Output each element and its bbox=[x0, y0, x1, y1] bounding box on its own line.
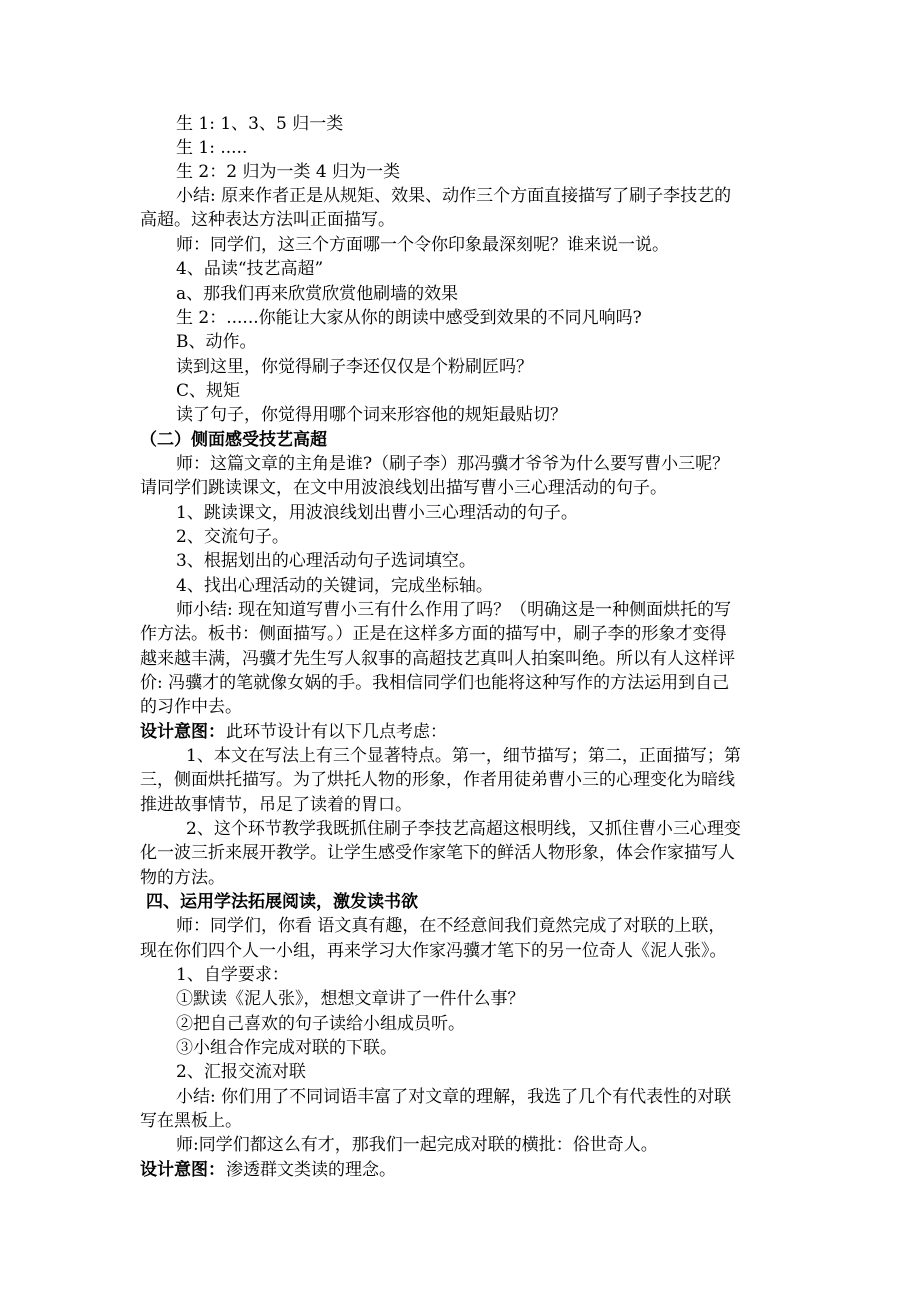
text-line: 写在黑板上。 bbox=[140, 1111, 242, 1131]
text-line: 1、本文在写法上有三个显著特点。第一，细节描写；第二，正面描写；第 bbox=[186, 746, 741, 766]
text-line: 师小结: 现在知道写曹小三有什么作用了吗？（明确这是一种侧面烘托的写 bbox=[176, 600, 732, 620]
text-line: 生 2：......你能让大家从你的朗读中感受到效果的不同凡响吗? bbox=[176, 308, 642, 328]
text-line: 4、品读“技艺高超” bbox=[176, 259, 324, 279]
text-line: 师：同学们，你看 语文真有趣，在不经意间我们竟然完成了对联的上联， bbox=[176, 916, 726, 936]
text-line: 师：这篇文章的主角是谁?（刷子李）那冯骥才爷爷为什么要写曹小三呢？ bbox=[176, 454, 730, 474]
text-line: 3、根据划出的心理活动句子选词填空。 bbox=[176, 551, 476, 571]
text-line: 越来越丰满，冯骥才先生写人叙事的高超技艺真叫人拍案叫绝。所以有人这样评 bbox=[140, 649, 735, 669]
design-intent-label: 设计意图： bbox=[140, 722, 225, 742]
text-line: 生 2：2 归为一类 4 归为一类 bbox=[176, 162, 401, 182]
text-line: 渗透群文类读的理念。 bbox=[226, 1160, 396, 1180]
section-heading: （二）侧面感受技艺高超 bbox=[140, 430, 327, 450]
text-line: ②把自己喜欢的句子读给小组成员听。 bbox=[176, 1014, 465, 1034]
text-line: ①默读《泥人张》，想想文章讲了一件什么事？ bbox=[176, 989, 525, 1009]
text-line: 此环节设计有以下几点考虑： bbox=[226, 722, 447, 742]
text-line: 推进故事情节，吊足了读着的胃口。 bbox=[140, 795, 412, 815]
text-line: 2、这个环节教学我既抓住刷子李技艺高超这根明线，又抓住曹小三心理变 bbox=[186, 819, 741, 839]
text-line: B、动作。 bbox=[176, 332, 257, 352]
text-line: a、那我们再来欣赏欣赏他刷墙的效果 bbox=[176, 284, 459, 304]
text-line: 的习作中去。 bbox=[140, 697, 242, 717]
text-line: 4、找出心理活动的关键词，完成坐标轴。 bbox=[176, 576, 493, 596]
text-line: 高超。这种表达方法叫正面描写。 bbox=[140, 210, 395, 230]
text-line: 2、汇报交流对联 bbox=[176, 1062, 306, 1082]
text-line: 作方法。板书：侧面描写。）正是在这样多方面的描写中，刷子李的形象才变得 bbox=[140, 624, 727, 644]
text-line: 读了句子，你觉得用哪个词来形容他的规矩最贴切？ bbox=[176, 405, 567, 425]
text-line: 1、跳读课文，用波浪线划出曹小三心理活动的句子。 bbox=[176, 503, 578, 523]
text-line: 价: 冯骥才的笔就像女娲的手。我相信同学们也能将这种写作的方法运用到自己 bbox=[140, 673, 730, 693]
text-line: 生 1: ..... bbox=[176, 138, 248, 158]
text-line: 物的方法。 bbox=[140, 868, 225, 888]
design-intent-label: 设计意图： bbox=[140, 1160, 225, 1180]
text-line: 师：同学们，这三个方面哪一个令你印象最深刻呢？谁来说一说。 bbox=[176, 235, 669, 255]
text-line: 现在你们四个人一小组，再来学习大作家冯骥才笔下的另一位奇人《泥人张》。 bbox=[140, 941, 727, 961]
text-line: 师:同学们都这么有才，那我们一起完成对联的横批：俗世奇人。 bbox=[176, 1135, 658, 1155]
text-line: 三，侧面烘托描写。为了烘托人物的形象，作者用徒弟曹小三的心理变化为暗线 bbox=[140, 770, 735, 790]
text-line: 化一波三折来展开教学。让学生感受作家笔下的鲜活人物形象，体会作家描写人 bbox=[140, 843, 735, 863]
text-line: 请同学们跳读课文，在文中用波浪线划出描写曹小三心理活动的句子。 bbox=[140, 478, 667, 498]
text-line: 小结: 原来作者正是从规矩、效果、动作三个方面直接描写了刷子李技艺的 bbox=[176, 186, 732, 206]
text-line: C、规矩 bbox=[176, 381, 241, 401]
text-line: ③小组合作完成对联的下联。 bbox=[176, 1038, 397, 1058]
text-line: 生 1: 1、3、5 归一类 bbox=[176, 114, 344, 134]
text-line: 小结: 你们用了不同词语丰富了对文章的理解，我选了几个有代表性的对联 bbox=[176, 1087, 732, 1107]
section-heading: 四、运用学法拓展阅读，激发读书欲 bbox=[146, 892, 418, 912]
text-line: 读到这里，你觉得刷子李还仅仅是个粉刷匠吗？ bbox=[176, 357, 533, 377]
text-line: 2、交流句子。 bbox=[176, 527, 289, 547]
text-line: 1、自学要求： bbox=[176, 965, 289, 985]
